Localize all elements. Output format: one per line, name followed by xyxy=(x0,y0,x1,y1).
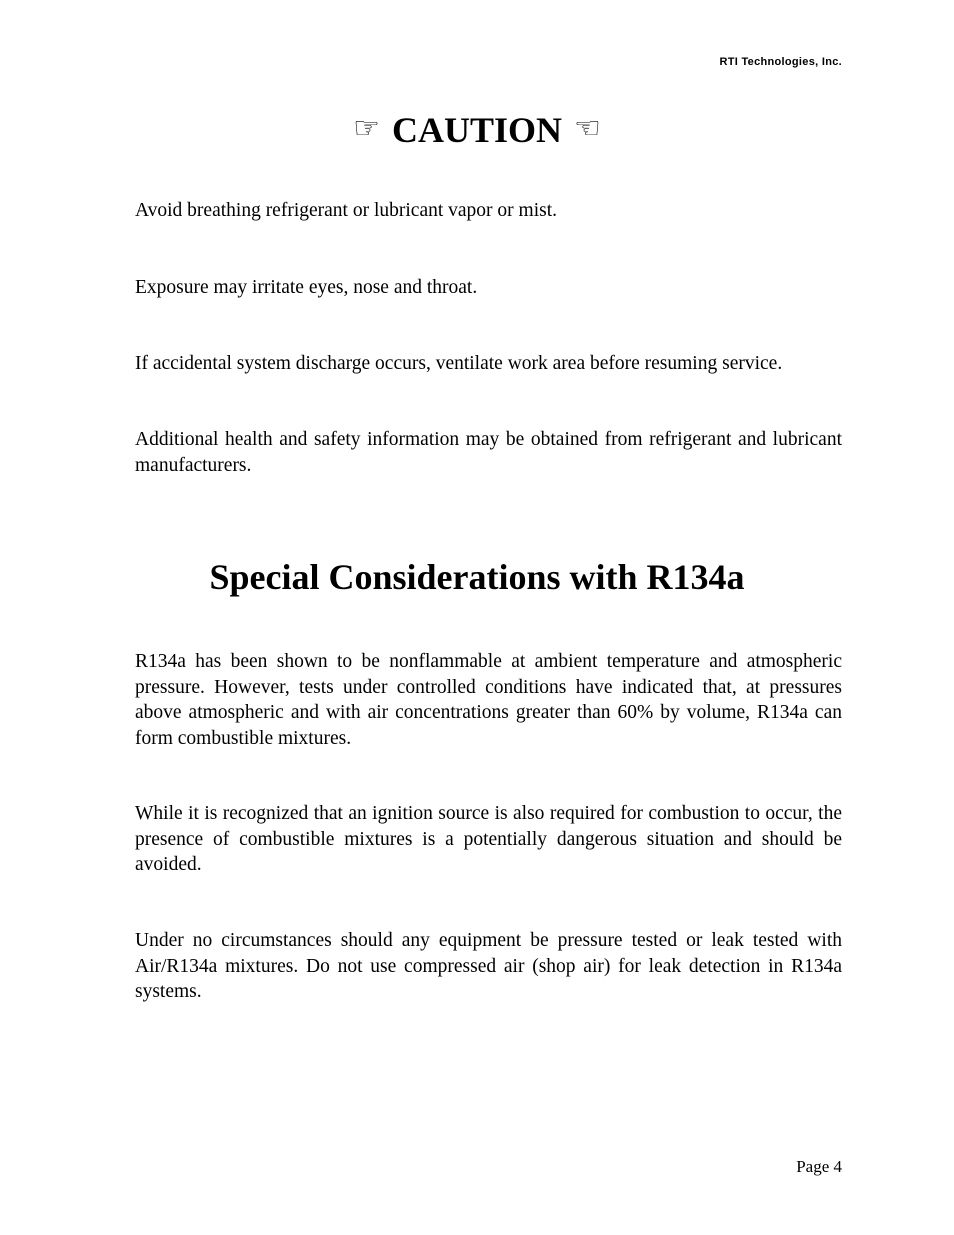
company-header: RTI Technologies, Inc. xyxy=(719,56,842,68)
section-paragraph: While it is recognized that an ignition source is also required for combustion to occur, the presence of combustible mixtures is a potentially dangerous situation and should be avoided. xyxy=(135,803,842,875)
pointing-hand-right-icon: ☞ xyxy=(353,112,380,145)
caution-heading xyxy=(0,106,954,153)
caution-paragraph: Additional health and safety information may be obtained from refrigerant and lubricant manufacturers. xyxy=(135,429,842,476)
caution-title: CAUTION xyxy=(391,110,562,150)
caution-paragraph: If accidental system discharge occurs, ventilate work area before resuming service. xyxy=(135,353,783,374)
caution-paragraph: Exposure may irritate eyes, nose and throat. xyxy=(135,277,478,298)
section-paragraph: Under no circumstances should any equipment be pressure tested or leak tested with Air/R134a mixtures. Do not use compressed air (shop air) for leak detection in R134a systems. xyxy=(135,930,842,1002)
section-paragraph: R134a has been shown to be nonflammable at ambient temperature and atmospheric pressure. However, tests under controlled conditions have indicated that, at pressures above atmospheric and with air concentrations greater than 60% by volume, R134a can form combustible mixtures. xyxy=(135,651,842,749)
pointing-hand-left-icon: ☞ xyxy=(574,112,601,145)
caution-paragraph: Avoid breathing refrigerant or lubricant vapor or mist. xyxy=(135,200,558,221)
section-title: Special Considerations with R134a xyxy=(209,557,745,597)
page-number: Page 4 xyxy=(796,1157,842,1176)
